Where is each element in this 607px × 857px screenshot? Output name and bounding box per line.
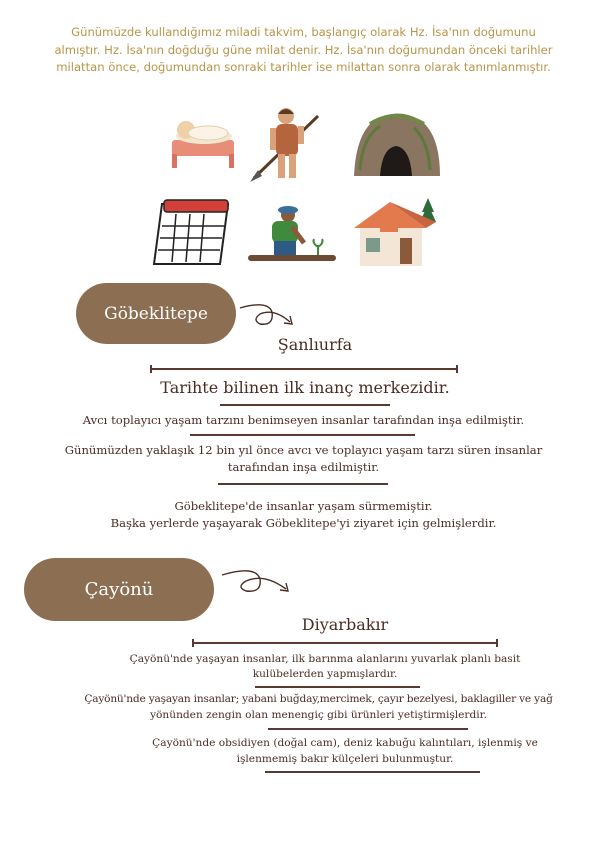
cayonu-fact-3-line-1: Çayönü'nde obsidiyen (doğal cam), deniz kabuğu kalıntıları, işlenmiş ve — [152, 737, 538, 749]
cayonu-pill — [24, 558, 214, 621]
gobeklitepe-fact-2-line-1: Günümüzden yaklaşık 12 bin yıl önce avcı ve toplayıcı yaşam tarzı süren insanlar — [64, 443, 543, 457]
cayonu-label: Çayönü — [84, 579, 154, 600]
divider — [220, 404, 390, 406]
cayonu-fact-2-line-1: Çayönü'nde yaşayan insanlar; yabani buğday,mercimek, çayır bezelyesi, baklagiller ve yağ — [84, 693, 553, 705]
gobeklitepe-pill — [76, 283, 236, 344]
hunter-with-spear-icon — [248, 104, 330, 182]
divider — [255, 686, 420, 688]
house-icon — [350, 192, 440, 270]
divider — [190, 434, 415, 436]
intro-paragraph: Günümüzde kullandığımız miladi takvim, başlangıç olarak Hz. İsa'nın doğumunu almıştır. Hz. İsa'nın doğduğu güne milat denir. Hz. İsa'nın doğumundan önceki tarihler milattan önce, doğumundan sonraki tarihler ise milattan sonra olarak tanımlanmıştır. — [54, 25, 553, 75]
cave-icon — [350, 110, 442, 178]
cayonu-city: Diyarbakır — [301, 615, 389, 634]
gobeklitepe-fact-2-line-2: tarafından inşa edilmiştir. — [227, 460, 380, 474]
crib-baby-icon — [164, 116, 242, 168]
curly-arrow-icon — [220, 565, 300, 601]
divider — [192, 642, 498, 644]
cayonu-fact-2-line-2: yönünden zengin olan menengiç gibi ürünleri yetiştirmişlerdir. — [150, 709, 487, 721]
divider — [150, 368, 458, 370]
divider — [265, 771, 480, 773]
gobeklitepe-fact-3-line-2: Başka yerlerde yaşayarak Göbeklitepe'yi ziyaret için gelmişlerdir. — [110, 516, 497, 530]
cayonu-fact-1-line-2: kulübelerden yapmışlardır. — [252, 668, 398, 680]
gobeklitepe-headline: Tarihte bilinen ilk inanç merkezidir. — [160, 378, 450, 397]
gobeklitepe-fact-1: Avcı toplayıcı yaşam tarzını benimseyen insanlar tarafından inşa edilmiştir. — [82, 413, 525, 427]
gobeklitepe-fact-3-line-1: Göbeklitepe'de insanlar yaşam sürmemiştir. — [174, 499, 433, 513]
gobeklitepe-city: Şanlıurfa — [277, 335, 353, 354]
divider — [218, 483, 388, 485]
farmer-planting-icon — [248, 205, 336, 263]
cayonu-fact-1-line-1: Çayönü'nde yaşayan insanlar, ilk barınma alanlarını yuvarlak planlı basit — [129, 653, 521, 665]
gobeklitepe-label: Göbeklitepe — [104, 303, 208, 324]
curly-arrow-icon — [238, 300, 298, 334]
divider — [268, 728, 468, 730]
cayonu-fact-3-line-2: işlenmemiş bakır külçeleri bulunmuştur. — [236, 753, 454, 765]
calendar-icon — [148, 198, 236, 268]
